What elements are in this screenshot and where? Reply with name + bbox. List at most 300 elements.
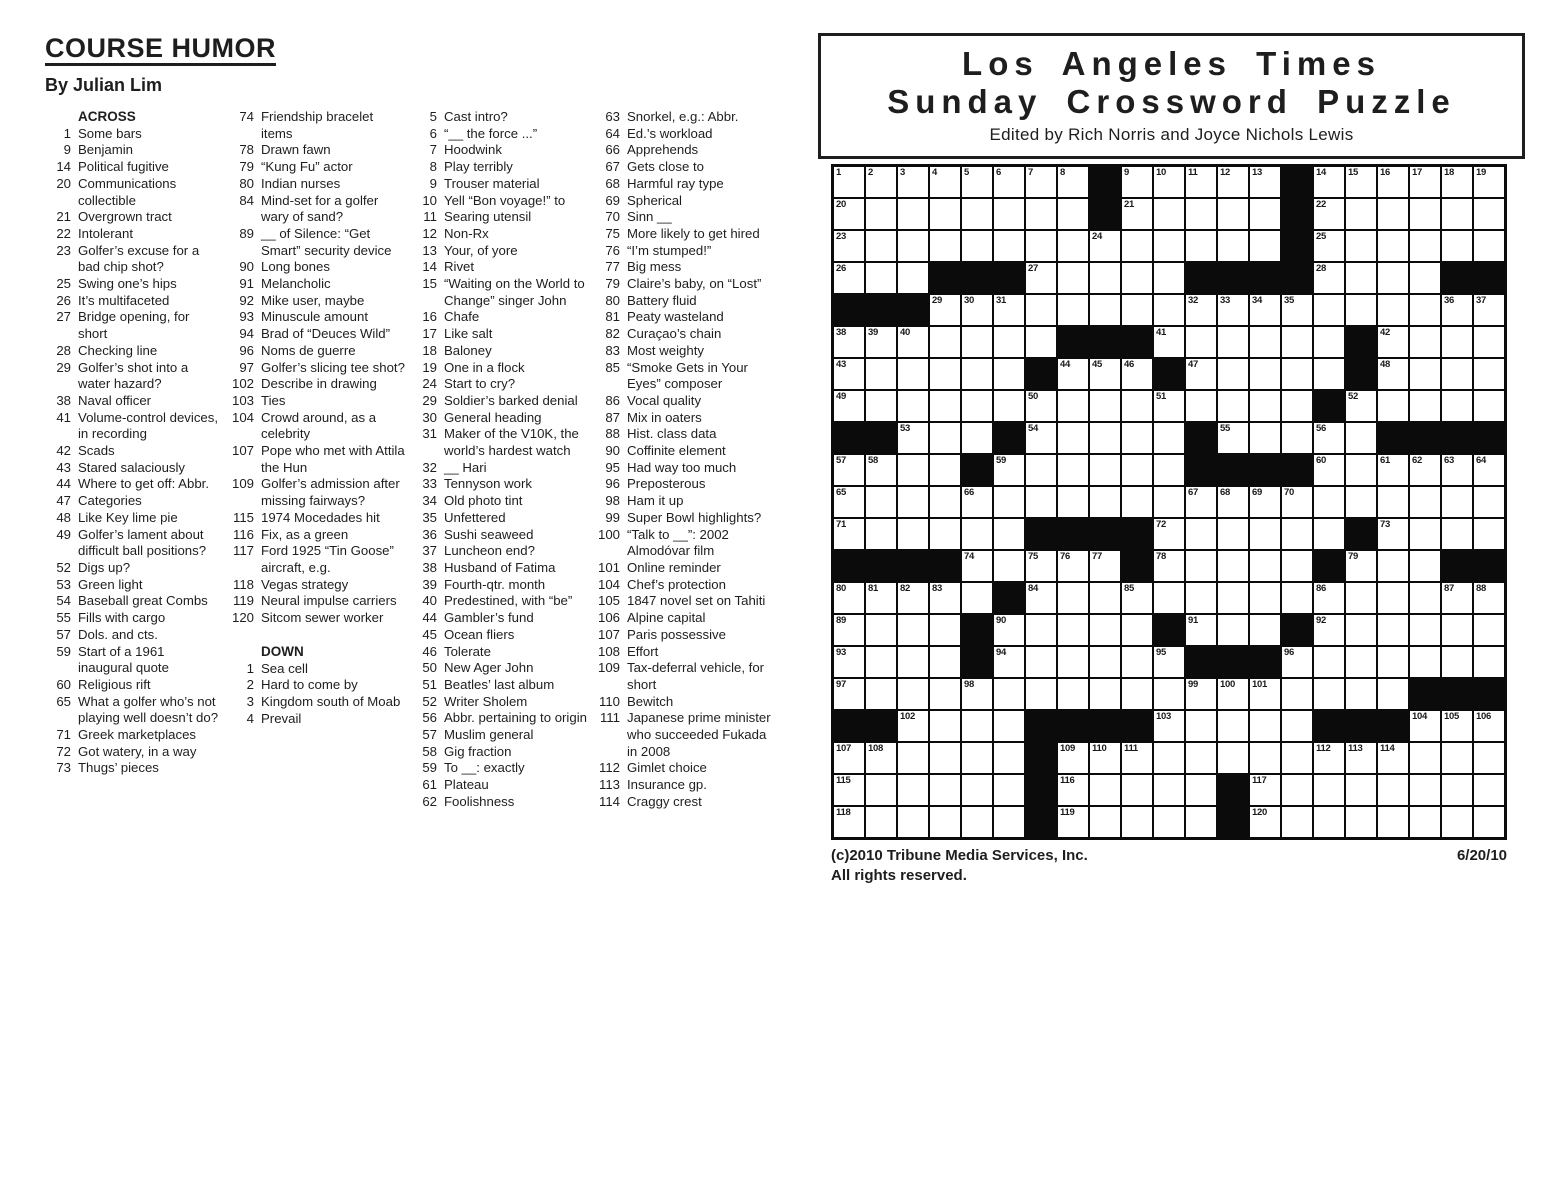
grid-cell[interactable] [1121, 262, 1153, 294]
grid-cell[interactable] [1281, 550, 1313, 582]
grid-cell[interactable] [1153, 422, 1185, 454]
grid-cell[interactable] [897, 358, 929, 390]
grid-cell[interactable] [833, 230, 865, 262]
grid-cell[interactable] [1057, 742, 1089, 774]
grid-cell[interactable] [1121, 454, 1153, 486]
grid-cell[interactable] [1249, 614, 1281, 646]
grid-cell[interactable] [1249, 678, 1281, 710]
grid-cell[interactable] [1217, 390, 1249, 422]
grid-cell[interactable] [1217, 582, 1249, 614]
grid-cell[interactable] [1345, 582, 1377, 614]
grid-cell[interactable] [993, 710, 1025, 742]
grid-cell[interactable] [1409, 806, 1441, 838]
grid-cell[interactable] [1121, 358, 1153, 390]
grid-cell[interactable] [1249, 358, 1281, 390]
grid-cell[interactable] [1441, 326, 1473, 358]
grid-cell[interactable] [1121, 646, 1153, 678]
grid-cell[interactable] [1441, 806, 1473, 838]
grid-cell[interactable] [1313, 582, 1345, 614]
grid-cell[interactable] [1121, 166, 1153, 198]
grid-cell[interactable] [961, 198, 993, 230]
grid-cell[interactable] [1281, 294, 1313, 326]
grid-cell[interactable] [1409, 710, 1441, 742]
grid-cell[interactable] [1025, 486, 1057, 518]
grid-cell[interactable] [1345, 742, 1377, 774]
grid-cell[interactable] [1313, 326, 1345, 358]
grid-cell[interactable] [1025, 582, 1057, 614]
grid-cell[interactable] [897, 422, 929, 454]
grid-cell[interactable] [1473, 486, 1505, 518]
grid-cell[interactable] [929, 614, 961, 646]
grid-cell[interactable] [1153, 742, 1185, 774]
grid-cell[interactable] [1441, 582, 1473, 614]
grid-cell[interactable] [1153, 710, 1185, 742]
grid-cell[interactable] [1025, 422, 1057, 454]
grid-cell[interactable] [1217, 294, 1249, 326]
grid-cell[interactable] [1441, 454, 1473, 486]
grid-cell[interactable] [1441, 742, 1473, 774]
grid-cell[interactable] [1281, 326, 1313, 358]
grid-cell[interactable] [1409, 454, 1441, 486]
grid-cell[interactable] [1345, 550, 1377, 582]
grid-cell[interactable] [1057, 390, 1089, 422]
grid-cell[interactable] [897, 710, 929, 742]
grid-cell[interactable] [1409, 518, 1441, 550]
grid-cell[interactable] [1057, 454, 1089, 486]
grid-cell[interactable] [865, 806, 897, 838]
grid-cell[interactable] [1153, 294, 1185, 326]
grid-cell[interactable] [1185, 230, 1217, 262]
grid-cell[interactable] [1409, 198, 1441, 230]
grid-cell[interactable] [929, 742, 961, 774]
grid-cell[interactable] [929, 422, 961, 454]
grid-cell[interactable] [929, 646, 961, 678]
grid-cell[interactable] [1377, 230, 1409, 262]
grid-cell[interactable] [1345, 198, 1377, 230]
grid-cell[interactable] [961, 486, 993, 518]
grid-cell[interactable] [1441, 710, 1473, 742]
grid-cell[interactable] [1089, 646, 1121, 678]
grid-cell[interactable] [1153, 774, 1185, 806]
grid-cell[interactable] [1057, 678, 1089, 710]
grid-cell[interactable] [1377, 166, 1409, 198]
grid-cell[interactable] [1057, 646, 1089, 678]
grid-cell[interactable] [1313, 262, 1345, 294]
grid-cell[interactable] [1121, 582, 1153, 614]
grid-cell[interactable] [1377, 646, 1409, 678]
grid-cell[interactable] [993, 550, 1025, 582]
grid-cell[interactable] [1441, 294, 1473, 326]
grid-cell[interactable] [1313, 358, 1345, 390]
grid-cell[interactable] [1057, 486, 1089, 518]
grid-cell[interactable] [1377, 294, 1409, 326]
grid-cell[interactable] [865, 582, 897, 614]
grid-cell[interactable] [1249, 550, 1281, 582]
grid-cell[interactable] [1345, 678, 1377, 710]
grid-cell[interactable] [1153, 646, 1185, 678]
grid-cell[interactable] [1185, 678, 1217, 710]
grid-cell[interactable] [865, 166, 897, 198]
grid-cell[interactable] [865, 614, 897, 646]
grid-cell[interactable] [1409, 166, 1441, 198]
grid-cell[interactable] [1057, 614, 1089, 646]
grid-cell[interactable] [833, 390, 865, 422]
grid-cell[interactable] [1473, 230, 1505, 262]
grid-cell[interactable] [897, 454, 929, 486]
grid-cell[interactable] [929, 358, 961, 390]
grid-cell[interactable] [1473, 710, 1505, 742]
grid-cell[interactable] [1057, 166, 1089, 198]
grid-cell[interactable] [1249, 326, 1281, 358]
grid-cell[interactable] [1249, 774, 1281, 806]
grid-cell[interactable] [929, 230, 961, 262]
grid-cell[interactable] [897, 742, 929, 774]
grid-cell[interactable] [993, 454, 1025, 486]
grid-cell[interactable] [1345, 486, 1377, 518]
grid-cell[interactable] [1377, 582, 1409, 614]
grid-cell[interactable] [1441, 518, 1473, 550]
grid-cell[interactable] [1057, 294, 1089, 326]
grid-cell[interactable] [1217, 518, 1249, 550]
grid-cell[interactable] [961, 710, 993, 742]
grid-cell[interactable] [1409, 486, 1441, 518]
grid-cell[interactable] [1057, 550, 1089, 582]
grid-cell[interactable] [1473, 454, 1505, 486]
grid-cell[interactable] [1057, 358, 1089, 390]
grid-cell[interactable] [1441, 614, 1473, 646]
grid-cell[interactable] [929, 390, 961, 422]
grid-cell[interactable] [1153, 326, 1185, 358]
grid-cell[interactable] [1249, 486, 1281, 518]
grid-cell[interactable] [1441, 358, 1473, 390]
grid-cell[interactable] [865, 454, 897, 486]
grid-cell[interactable] [1217, 166, 1249, 198]
grid-cell[interactable] [1185, 614, 1217, 646]
grid-cell[interactable] [961, 230, 993, 262]
grid-cell[interactable] [1473, 326, 1505, 358]
grid-cell[interactable] [865, 486, 897, 518]
grid-cell[interactable] [929, 326, 961, 358]
grid-cell[interactable] [897, 774, 929, 806]
grid-cell[interactable] [833, 774, 865, 806]
grid-cell[interactable] [833, 518, 865, 550]
grid-cell[interactable] [993, 806, 1025, 838]
grid-cell[interactable] [897, 518, 929, 550]
grid-cell[interactable] [1185, 326, 1217, 358]
grid-cell[interactable] [1185, 518, 1217, 550]
grid-cell[interactable] [1345, 454, 1377, 486]
grid-cell[interactable] [961, 390, 993, 422]
grid-cell[interactable] [1409, 390, 1441, 422]
grid-cell[interactable] [929, 774, 961, 806]
grid-cell[interactable] [1281, 774, 1313, 806]
grid-cell[interactable] [929, 198, 961, 230]
grid-cell[interactable] [833, 806, 865, 838]
grid-cell[interactable] [1281, 582, 1313, 614]
grid-cell[interactable] [1185, 294, 1217, 326]
grid-cell[interactable] [993, 486, 1025, 518]
grid-cell[interactable] [1409, 646, 1441, 678]
grid-cell[interactable] [897, 262, 929, 294]
grid-cell[interactable] [1281, 486, 1313, 518]
grid-cell[interactable] [1185, 742, 1217, 774]
grid-cell[interactable] [897, 166, 929, 198]
grid-cell[interactable] [1313, 230, 1345, 262]
grid-cell[interactable] [1345, 262, 1377, 294]
grid-cell[interactable] [897, 230, 929, 262]
grid-cell[interactable] [1153, 678, 1185, 710]
grid-cell[interactable] [1185, 806, 1217, 838]
grid-cell[interactable] [1281, 806, 1313, 838]
grid-cell[interactable] [1441, 166, 1473, 198]
grid-cell[interactable] [1185, 582, 1217, 614]
grid-cell[interactable] [833, 742, 865, 774]
grid-cell[interactable] [1057, 582, 1089, 614]
grid-cell[interactable] [1249, 294, 1281, 326]
grid-cell[interactable] [1121, 486, 1153, 518]
grid-cell[interactable] [1409, 550, 1441, 582]
grid-cell[interactable] [833, 582, 865, 614]
grid-cell[interactable] [1217, 198, 1249, 230]
grid-cell[interactable] [1377, 390, 1409, 422]
grid-cell[interactable] [1441, 486, 1473, 518]
grid-cell[interactable] [1313, 614, 1345, 646]
grid-cell[interactable] [1313, 198, 1345, 230]
grid-cell[interactable] [1249, 518, 1281, 550]
grid-cell[interactable] [1409, 326, 1441, 358]
grid-cell[interactable] [1377, 742, 1409, 774]
grid-cell[interactable] [1249, 742, 1281, 774]
grid-cell[interactable] [1185, 774, 1217, 806]
grid-cell[interactable] [1217, 422, 1249, 454]
grid-cell[interactable] [865, 230, 897, 262]
grid-cell[interactable] [897, 582, 929, 614]
grid-cell[interactable] [1313, 518, 1345, 550]
grid-cell[interactable] [1377, 486, 1409, 518]
grid-cell[interactable] [1089, 454, 1121, 486]
grid-cell[interactable] [1313, 774, 1345, 806]
grid-cell[interactable] [1249, 582, 1281, 614]
grid-cell[interactable] [1313, 422, 1345, 454]
grid-cell[interactable] [1473, 294, 1505, 326]
grid-cell[interactable] [1409, 742, 1441, 774]
grid-cell[interactable] [1377, 454, 1409, 486]
grid-cell[interactable] [1281, 646, 1313, 678]
grid-cell[interactable] [1377, 774, 1409, 806]
grid-cell[interactable] [1089, 358, 1121, 390]
grid-cell[interactable] [865, 198, 897, 230]
grid-cell[interactable] [1153, 582, 1185, 614]
grid-cell[interactable] [1249, 230, 1281, 262]
grid-cell[interactable] [1345, 774, 1377, 806]
grid-cell[interactable] [1185, 198, 1217, 230]
grid-cell[interactable] [1409, 774, 1441, 806]
grid-cell[interactable] [961, 550, 993, 582]
grid-cell[interactable] [993, 678, 1025, 710]
grid-cell[interactable] [1057, 262, 1089, 294]
grid-cell[interactable] [993, 646, 1025, 678]
grid-cell[interactable] [961, 518, 993, 550]
grid-cell[interactable] [1473, 390, 1505, 422]
grid-cell[interactable] [897, 486, 929, 518]
grid-cell[interactable] [993, 230, 1025, 262]
grid-cell[interactable] [1217, 550, 1249, 582]
grid-cell[interactable] [1313, 454, 1345, 486]
grid-cell[interactable] [1217, 486, 1249, 518]
grid-cell[interactable] [1089, 262, 1121, 294]
grid-cell[interactable] [1409, 358, 1441, 390]
grid-cell[interactable] [1025, 454, 1057, 486]
grid-cell[interactable] [929, 454, 961, 486]
grid-cell[interactable] [1089, 486, 1121, 518]
grid-cell[interactable] [833, 454, 865, 486]
grid-cell[interactable] [1121, 230, 1153, 262]
grid-cell[interactable] [1249, 390, 1281, 422]
grid-cell[interactable] [1121, 390, 1153, 422]
grid-cell[interactable] [1217, 358, 1249, 390]
grid-cell[interactable] [1441, 646, 1473, 678]
grid-cell[interactable] [1153, 166, 1185, 198]
grid-cell[interactable] [897, 614, 929, 646]
grid-cell[interactable] [897, 198, 929, 230]
grid-cell[interactable] [897, 678, 929, 710]
grid-cell[interactable] [1153, 550, 1185, 582]
grid-cell[interactable] [961, 774, 993, 806]
grid-cell[interactable] [1345, 390, 1377, 422]
grid-cell[interactable] [1057, 230, 1089, 262]
grid-cell[interactable] [1185, 550, 1217, 582]
grid-cell[interactable] [1153, 390, 1185, 422]
grid-cell[interactable] [833, 486, 865, 518]
grid-cell[interactable] [1153, 454, 1185, 486]
grid-cell[interactable] [897, 646, 929, 678]
grid-cell[interactable] [961, 166, 993, 198]
grid-cell[interactable] [1121, 806, 1153, 838]
grid-cell[interactable] [1185, 710, 1217, 742]
grid-cell[interactable] [1057, 774, 1089, 806]
grid-cell[interactable] [1441, 390, 1473, 422]
grid-cell[interactable] [1153, 230, 1185, 262]
grid-cell[interactable] [1185, 390, 1217, 422]
grid-cell[interactable] [1281, 710, 1313, 742]
grid-cell[interactable] [961, 742, 993, 774]
grid-cell[interactable] [1185, 486, 1217, 518]
grid-cell[interactable] [1057, 198, 1089, 230]
grid-cell[interactable] [1473, 358, 1505, 390]
grid-cell[interactable] [1313, 646, 1345, 678]
grid-cell[interactable] [1025, 646, 1057, 678]
grid-cell[interactable] [865, 646, 897, 678]
grid-cell[interactable] [1025, 326, 1057, 358]
grid-cell[interactable] [897, 326, 929, 358]
grid-cell[interactable] [1313, 678, 1345, 710]
grid-cell[interactable] [1217, 614, 1249, 646]
grid-cell[interactable] [1345, 806, 1377, 838]
grid-cell[interactable] [1217, 742, 1249, 774]
grid-cell[interactable] [833, 262, 865, 294]
grid-cell[interactable] [1217, 326, 1249, 358]
grid-cell[interactable] [1089, 230, 1121, 262]
grid-cell[interactable] [1121, 294, 1153, 326]
grid-cell[interactable] [1249, 710, 1281, 742]
grid-cell[interactable] [1089, 390, 1121, 422]
grid-cell[interactable] [1281, 422, 1313, 454]
grid-cell[interactable] [1473, 806, 1505, 838]
grid-cell[interactable] [1089, 614, 1121, 646]
grid-cell[interactable] [833, 614, 865, 646]
grid-cell[interactable] [1345, 294, 1377, 326]
grid-cell[interactable] [1345, 166, 1377, 198]
grid-cell[interactable] [1217, 678, 1249, 710]
grid-cell[interactable] [1281, 358, 1313, 390]
grid-cell[interactable] [1313, 486, 1345, 518]
grid-cell[interactable] [1089, 678, 1121, 710]
grid-cell[interactable] [929, 166, 961, 198]
grid-cell[interactable] [833, 358, 865, 390]
grid-cell[interactable] [1281, 390, 1313, 422]
grid-cell[interactable] [993, 518, 1025, 550]
grid-cell[interactable] [1409, 582, 1441, 614]
grid-cell[interactable] [1281, 678, 1313, 710]
grid-cell[interactable] [1473, 614, 1505, 646]
grid-cell[interactable] [1121, 422, 1153, 454]
grid-cell[interactable] [1473, 518, 1505, 550]
grid-cell[interactable] [865, 390, 897, 422]
grid-cell[interactable] [993, 774, 1025, 806]
grid-cell[interactable] [1281, 518, 1313, 550]
grid-cell[interactable] [1377, 518, 1409, 550]
grid-cell[interactable] [1377, 198, 1409, 230]
grid-cell[interactable] [961, 358, 993, 390]
grid-cell[interactable] [1217, 710, 1249, 742]
grid-cell[interactable] [1025, 166, 1057, 198]
grid-cell[interactable] [1121, 198, 1153, 230]
grid-cell[interactable] [929, 518, 961, 550]
grid-cell[interactable] [993, 198, 1025, 230]
grid-cell[interactable] [929, 582, 961, 614]
grid-cell[interactable] [1473, 742, 1505, 774]
grid-cell[interactable] [1313, 806, 1345, 838]
grid-cell[interactable] [1121, 774, 1153, 806]
grid-cell[interactable] [993, 166, 1025, 198]
grid-cell[interactable] [1121, 614, 1153, 646]
grid-cell[interactable] [1025, 230, 1057, 262]
grid-cell[interactable] [833, 646, 865, 678]
grid-cell[interactable] [1409, 294, 1441, 326]
grid-cell[interactable] [1313, 166, 1345, 198]
grid-cell[interactable] [1121, 742, 1153, 774]
grid-cell[interactable] [833, 326, 865, 358]
grid-cell[interactable] [1217, 230, 1249, 262]
grid-cell[interactable] [1249, 806, 1281, 838]
grid-cell[interactable] [993, 326, 1025, 358]
grid-cell[interactable] [993, 358, 1025, 390]
grid-cell[interactable] [1089, 550, 1121, 582]
grid-cell[interactable] [961, 678, 993, 710]
grid-cell[interactable] [961, 326, 993, 358]
grid-cell[interactable] [1345, 646, 1377, 678]
grid-cell[interactable] [929, 710, 961, 742]
grid-cell[interactable] [1281, 742, 1313, 774]
grid-cell[interactable] [1473, 582, 1505, 614]
grid-cell[interactable] [929, 294, 961, 326]
grid-cell[interactable] [961, 294, 993, 326]
grid-cell[interactable] [1249, 198, 1281, 230]
grid-cell[interactable] [1249, 422, 1281, 454]
grid-cell[interactable] [1473, 166, 1505, 198]
grid-cell[interactable] [993, 390, 1025, 422]
grid-cell[interactable] [1377, 550, 1409, 582]
